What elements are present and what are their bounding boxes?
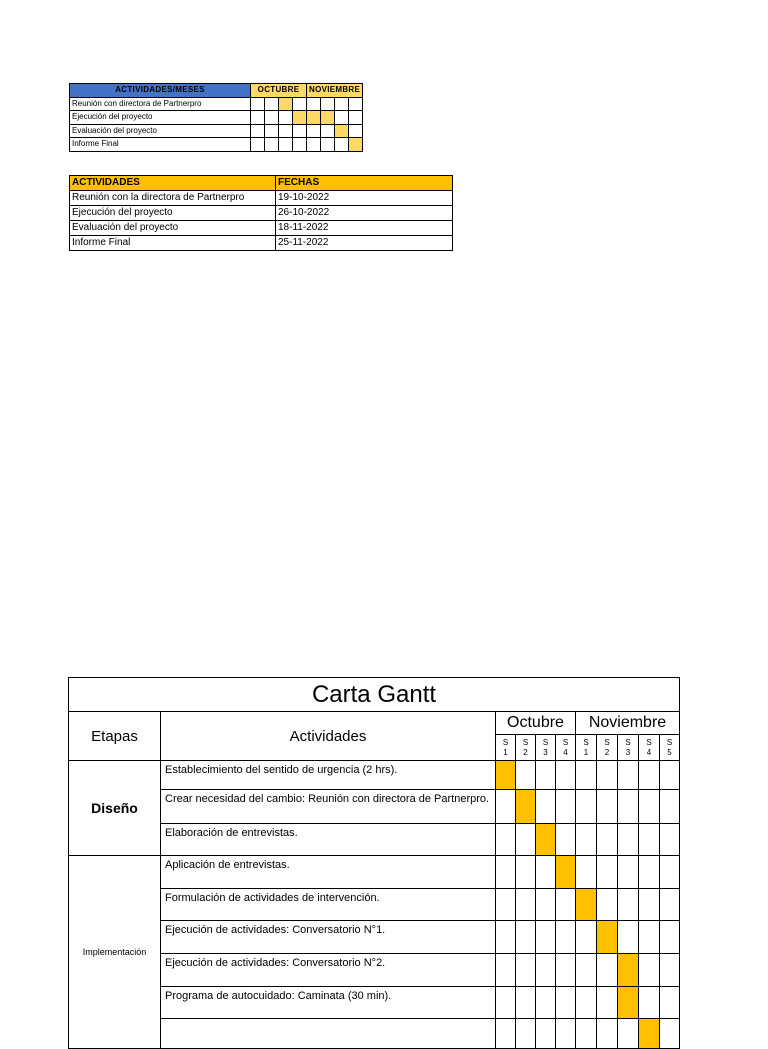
gantt-empty-cell <box>597 954 618 987</box>
gantt-empty-cell <box>660 761 680 790</box>
gantt-row <box>69 889 680 921</box>
gantt-week-number: 3 <box>543 747 548 757</box>
gantt-empty-cell <box>639 824 660 856</box>
t2-date-cell: 26-10-2022 <box>276 206 453 221</box>
gantt-week-letter: S <box>604 737 610 747</box>
gantt-empty-cell <box>536 856 556 889</box>
gantt-filled-cell <box>516 790 536 824</box>
gantt-empty-cell <box>618 761 639 790</box>
gantt-filled-cell <box>597 921 618 954</box>
gantt-week-number: 2 <box>523 747 528 757</box>
gantt-empty-cell <box>496 790 516 824</box>
gantt-week-header <box>556 735 576 761</box>
gantt-empty-cell <box>576 824 597 856</box>
t1-header-activities: ACTIVIDADES/MESES <box>70 84 251 98</box>
gantt-filled-cell <box>618 987 639 1019</box>
t2-date-cell: 25-11-2022 <box>276 236 453 251</box>
gantt-row <box>69 761 680 790</box>
gantt-empty-cell <box>639 856 660 889</box>
gantt-empty-cell <box>597 889 618 921</box>
t2-activity-cell: Informe Final <box>70 236 276 251</box>
gantt-empty-cell <box>516 987 536 1019</box>
gantt-empty-cell <box>618 790 639 824</box>
t1-empty-cell <box>321 138 335 152</box>
gantt-empty-cell <box>597 761 618 790</box>
gantt-empty-cell <box>576 1019 597 1049</box>
gantt-empty-cell <box>516 954 536 987</box>
gantt-empty-cell <box>660 856 680 889</box>
gantt-empty-cell <box>597 790 618 824</box>
gantt-empty-cell <box>496 921 516 954</box>
gantt-filled-cell <box>496 761 516 790</box>
gantt-week-number: 1 <box>583 747 589 757</box>
activities-dates-table <box>69 175 453 251</box>
t1-filled-cell <box>335 124 349 138</box>
gantt-stage-implementation: Implementación <box>69 856 161 1049</box>
t1-empty-cell <box>335 111 349 125</box>
gantt-week-number: 1 <box>503 747 508 757</box>
gantt-empty-cell <box>576 987 597 1019</box>
t2-row <box>70 191 453 206</box>
t1-activity-label: Evaluación del proyecto <box>70 124 251 138</box>
gantt-empty-cell <box>536 889 556 921</box>
gantt-empty-cell <box>597 987 618 1019</box>
gantt-row <box>69 1019 680 1049</box>
gantt-empty-cell <box>597 824 618 856</box>
t2-date-cell: 18-11-2022 <box>276 221 453 236</box>
t1-row <box>70 97 363 111</box>
gantt-row <box>69 856 680 889</box>
gantt-empty-cell <box>660 954 680 987</box>
gantt-stage-design: Diseño <box>69 761 161 856</box>
t1-empty-cell <box>335 138 349 152</box>
t2-activity-cell: Evaluación del proyecto <box>70 221 276 236</box>
gantt-empty-cell <box>660 790 680 824</box>
gantt-empty-cell <box>496 824 516 856</box>
gantt-empty-cell <box>536 921 556 954</box>
gantt-month-october: Octubre <box>496 712 576 735</box>
t1-empty-cell <box>265 124 279 138</box>
gantt-empty-cell <box>536 954 556 987</box>
gantt-empty-cell <box>536 761 556 790</box>
t1-empty-cell <box>321 124 335 138</box>
gantt-empty-cell <box>660 824 680 856</box>
t1-empty-cell <box>279 111 293 125</box>
gantt-activity: Elaboración de entrevistas. <box>161 824 496 856</box>
t1-filled-cell <box>349 138 363 152</box>
gantt-week-header <box>516 735 536 761</box>
gantt-empty-cell <box>556 987 576 1019</box>
gantt-empty-cell <box>639 889 660 921</box>
t1-empty-cell <box>265 111 279 125</box>
t1-empty-cell <box>251 124 265 138</box>
t2-row <box>70 221 453 236</box>
gantt-empty-cell <box>639 987 660 1019</box>
gantt-empty-cell <box>516 856 536 889</box>
gantt-empty-cell <box>496 889 516 921</box>
gantt-week-header <box>496 735 516 761</box>
gantt-empty-cell <box>576 954 597 987</box>
gantt-empty-cell <box>556 921 576 954</box>
gantt-empty-cell <box>556 790 576 824</box>
gantt-empty-cell <box>618 921 639 954</box>
gantt-empty-cell <box>597 1019 618 1049</box>
gantt-activity: Formulación de actividades de intervención. <box>161 889 496 921</box>
gantt-empty-cell <box>496 1019 516 1049</box>
gantt-week-header <box>597 735 618 761</box>
gantt-empty-cell <box>536 1019 556 1049</box>
gantt-empty-cell <box>639 761 660 790</box>
t1-row <box>70 124 363 138</box>
t1-row <box>70 111 363 125</box>
gantt-week-header <box>618 735 639 761</box>
t2-activity-cell: Reunión con la directora de Partnerpro <box>70 191 276 206</box>
gantt-col-stages: Etapas <box>69 712 161 761</box>
gantt-empty-cell <box>556 954 576 987</box>
t1-activity-label: Informe Final <box>70 138 251 152</box>
gantt-empty-cell <box>639 790 660 824</box>
t1-empty-cell <box>293 97 307 111</box>
gantt-row <box>69 987 680 1019</box>
gantt-row <box>69 921 680 954</box>
gantt-empty-cell <box>639 921 660 954</box>
gantt-empty-cell <box>556 761 576 790</box>
gantt-week-number: 4 <box>646 747 652 757</box>
gantt-empty-cell <box>660 889 680 921</box>
gantt-row <box>69 824 680 856</box>
gantt-col-activities: Actividades <box>161 712 496 761</box>
t2-header-activities: ACTIVIDADES <box>70 176 276 191</box>
t1-empty-cell <box>349 97 363 111</box>
gantt-empty-cell <box>496 856 516 889</box>
gantt-empty-cell <box>618 889 639 921</box>
gantt-week-letter: S <box>562 737 569 747</box>
gantt-empty-cell <box>536 790 556 824</box>
gantt-body <box>69 761 680 1049</box>
gantt-empty-cell <box>516 921 536 954</box>
gantt-empty-cell <box>516 824 536 856</box>
gantt-week-header <box>576 735 597 761</box>
t1-header-november: NOVIEMBRE <box>307 84 363 98</box>
t2-date-cell: 19-10-2022 <box>276 191 453 206</box>
gantt-empty-cell <box>576 856 597 889</box>
gantt-empty-cell <box>536 987 556 1019</box>
t1-empty-cell <box>279 124 293 138</box>
gantt-week-letter: S <box>666 737 673 747</box>
gantt-activity: Aplicación de entrevistas. <box>161 856 496 889</box>
gantt-activity: Ejecución de actividades: Conversatorio N°1. <box>161 921 496 954</box>
t1-row <box>70 138 363 152</box>
gantt-empty-cell <box>516 889 536 921</box>
t1-body <box>70 97 363 151</box>
t1-empty-cell <box>321 97 335 111</box>
t1-empty-cell <box>349 111 363 125</box>
gantt-filled-cell <box>576 889 597 921</box>
gantt-activity <box>161 1019 496 1049</box>
gantt-empty-cell <box>576 921 597 954</box>
t1-empty-cell <box>251 97 265 111</box>
gantt-week-number: 4 <box>563 747 568 757</box>
gantt-empty-cell <box>639 954 660 987</box>
t1-filled-cell <box>279 97 293 111</box>
gantt-empty-cell <box>618 1019 639 1049</box>
gantt-filled-cell <box>639 1019 660 1049</box>
gantt-empty-cell <box>576 790 597 824</box>
t1-empty-cell <box>307 138 321 152</box>
t1-empty-cell <box>251 111 265 125</box>
gantt-empty-cell <box>496 987 516 1019</box>
gantt-empty-cell <box>660 987 680 1019</box>
t1-empty-cell <box>349 124 363 138</box>
gantt-activity: Crear necesidad del cambio: Reunión con directora de Partnerpro. <box>161 790 496 824</box>
gantt-row <box>69 790 680 824</box>
t1-empty-cell <box>293 124 307 138</box>
gantt-week-letter: S <box>542 737 549 747</box>
gantt-week-header <box>660 735 680 761</box>
activities-months-table <box>69 83 363 152</box>
t2-row <box>70 236 453 251</box>
gantt-empty-cell <box>576 761 597 790</box>
gantt-filled-cell <box>556 856 576 889</box>
t1-empty-cell <box>293 138 307 152</box>
t1-activity-label: Reunión con directora de Partnerpro <box>70 97 251 111</box>
gantt-chart-table <box>68 677 680 1049</box>
t2-row <box>70 206 453 221</box>
gantt-empty-cell <box>597 856 618 889</box>
gantt-row <box>69 954 680 987</box>
t2-header-dates: FECHAS <box>276 176 453 191</box>
gantt-filled-cell <box>618 954 639 987</box>
t1-empty-cell <box>265 138 279 152</box>
gantt-empty-cell <box>496 954 516 987</box>
gantt-week-letter: S <box>522 737 529 747</box>
gantt-empty-cell <box>556 889 576 921</box>
gantt-week-letter: S <box>625 737 631 747</box>
gantt-week-header <box>536 735 556 761</box>
gantt-week-number: 2 <box>604 747 610 757</box>
t1-empty-cell <box>265 97 279 111</box>
gantt-activity: Programa de autocuidado: Caminata (30 min). <box>161 987 496 1019</box>
t1-empty-cell <box>279 138 293 152</box>
t1-empty-cell <box>251 138 265 152</box>
t1-activity-label: Ejecución del proyecto <box>70 111 251 125</box>
gantt-activity: Establecimiento del sentido de urgencia (2 hrs). <box>161 761 496 790</box>
gantt-empty-cell <box>516 761 536 790</box>
gantt-week-letter: S <box>502 737 509 747</box>
gantt-week-header <box>639 735 660 761</box>
gantt-empty-cell <box>660 1019 680 1049</box>
t2-body <box>70 191 453 251</box>
gantt-week-letter: S <box>646 737 652 747</box>
t1-empty-cell <box>335 97 349 111</box>
t1-filled-cell <box>307 111 321 125</box>
gantt-title: Carta Gantt <box>69 678 680 712</box>
t2-activity-cell: Ejecución del proyecto <box>70 206 276 221</box>
gantt-empty-cell <box>516 1019 536 1049</box>
gantt-week-number: 3 <box>625 747 631 757</box>
gantt-month-november: Noviembre <box>576 712 680 735</box>
gantt-empty-cell <box>618 856 639 889</box>
t1-empty-cell <box>307 124 321 138</box>
t1-empty-cell <box>307 97 321 111</box>
gantt-empty-cell <box>556 824 576 856</box>
t1-header-october: OCTUBRE <box>251 84 307 98</box>
gantt-activity: Ejecución de actividades: Conversatorio N°2. <box>161 954 496 987</box>
t1-filled-cell <box>321 111 335 125</box>
t1-filled-cell <box>293 111 307 125</box>
gantt-empty-cell <box>556 1019 576 1049</box>
gantt-empty-cell <box>618 824 639 856</box>
gantt-empty-cell <box>660 921 680 954</box>
gantt-week-number: 5 <box>667 747 672 757</box>
gantt-week-letter: S <box>583 737 589 747</box>
gantt-filled-cell <box>536 824 556 856</box>
